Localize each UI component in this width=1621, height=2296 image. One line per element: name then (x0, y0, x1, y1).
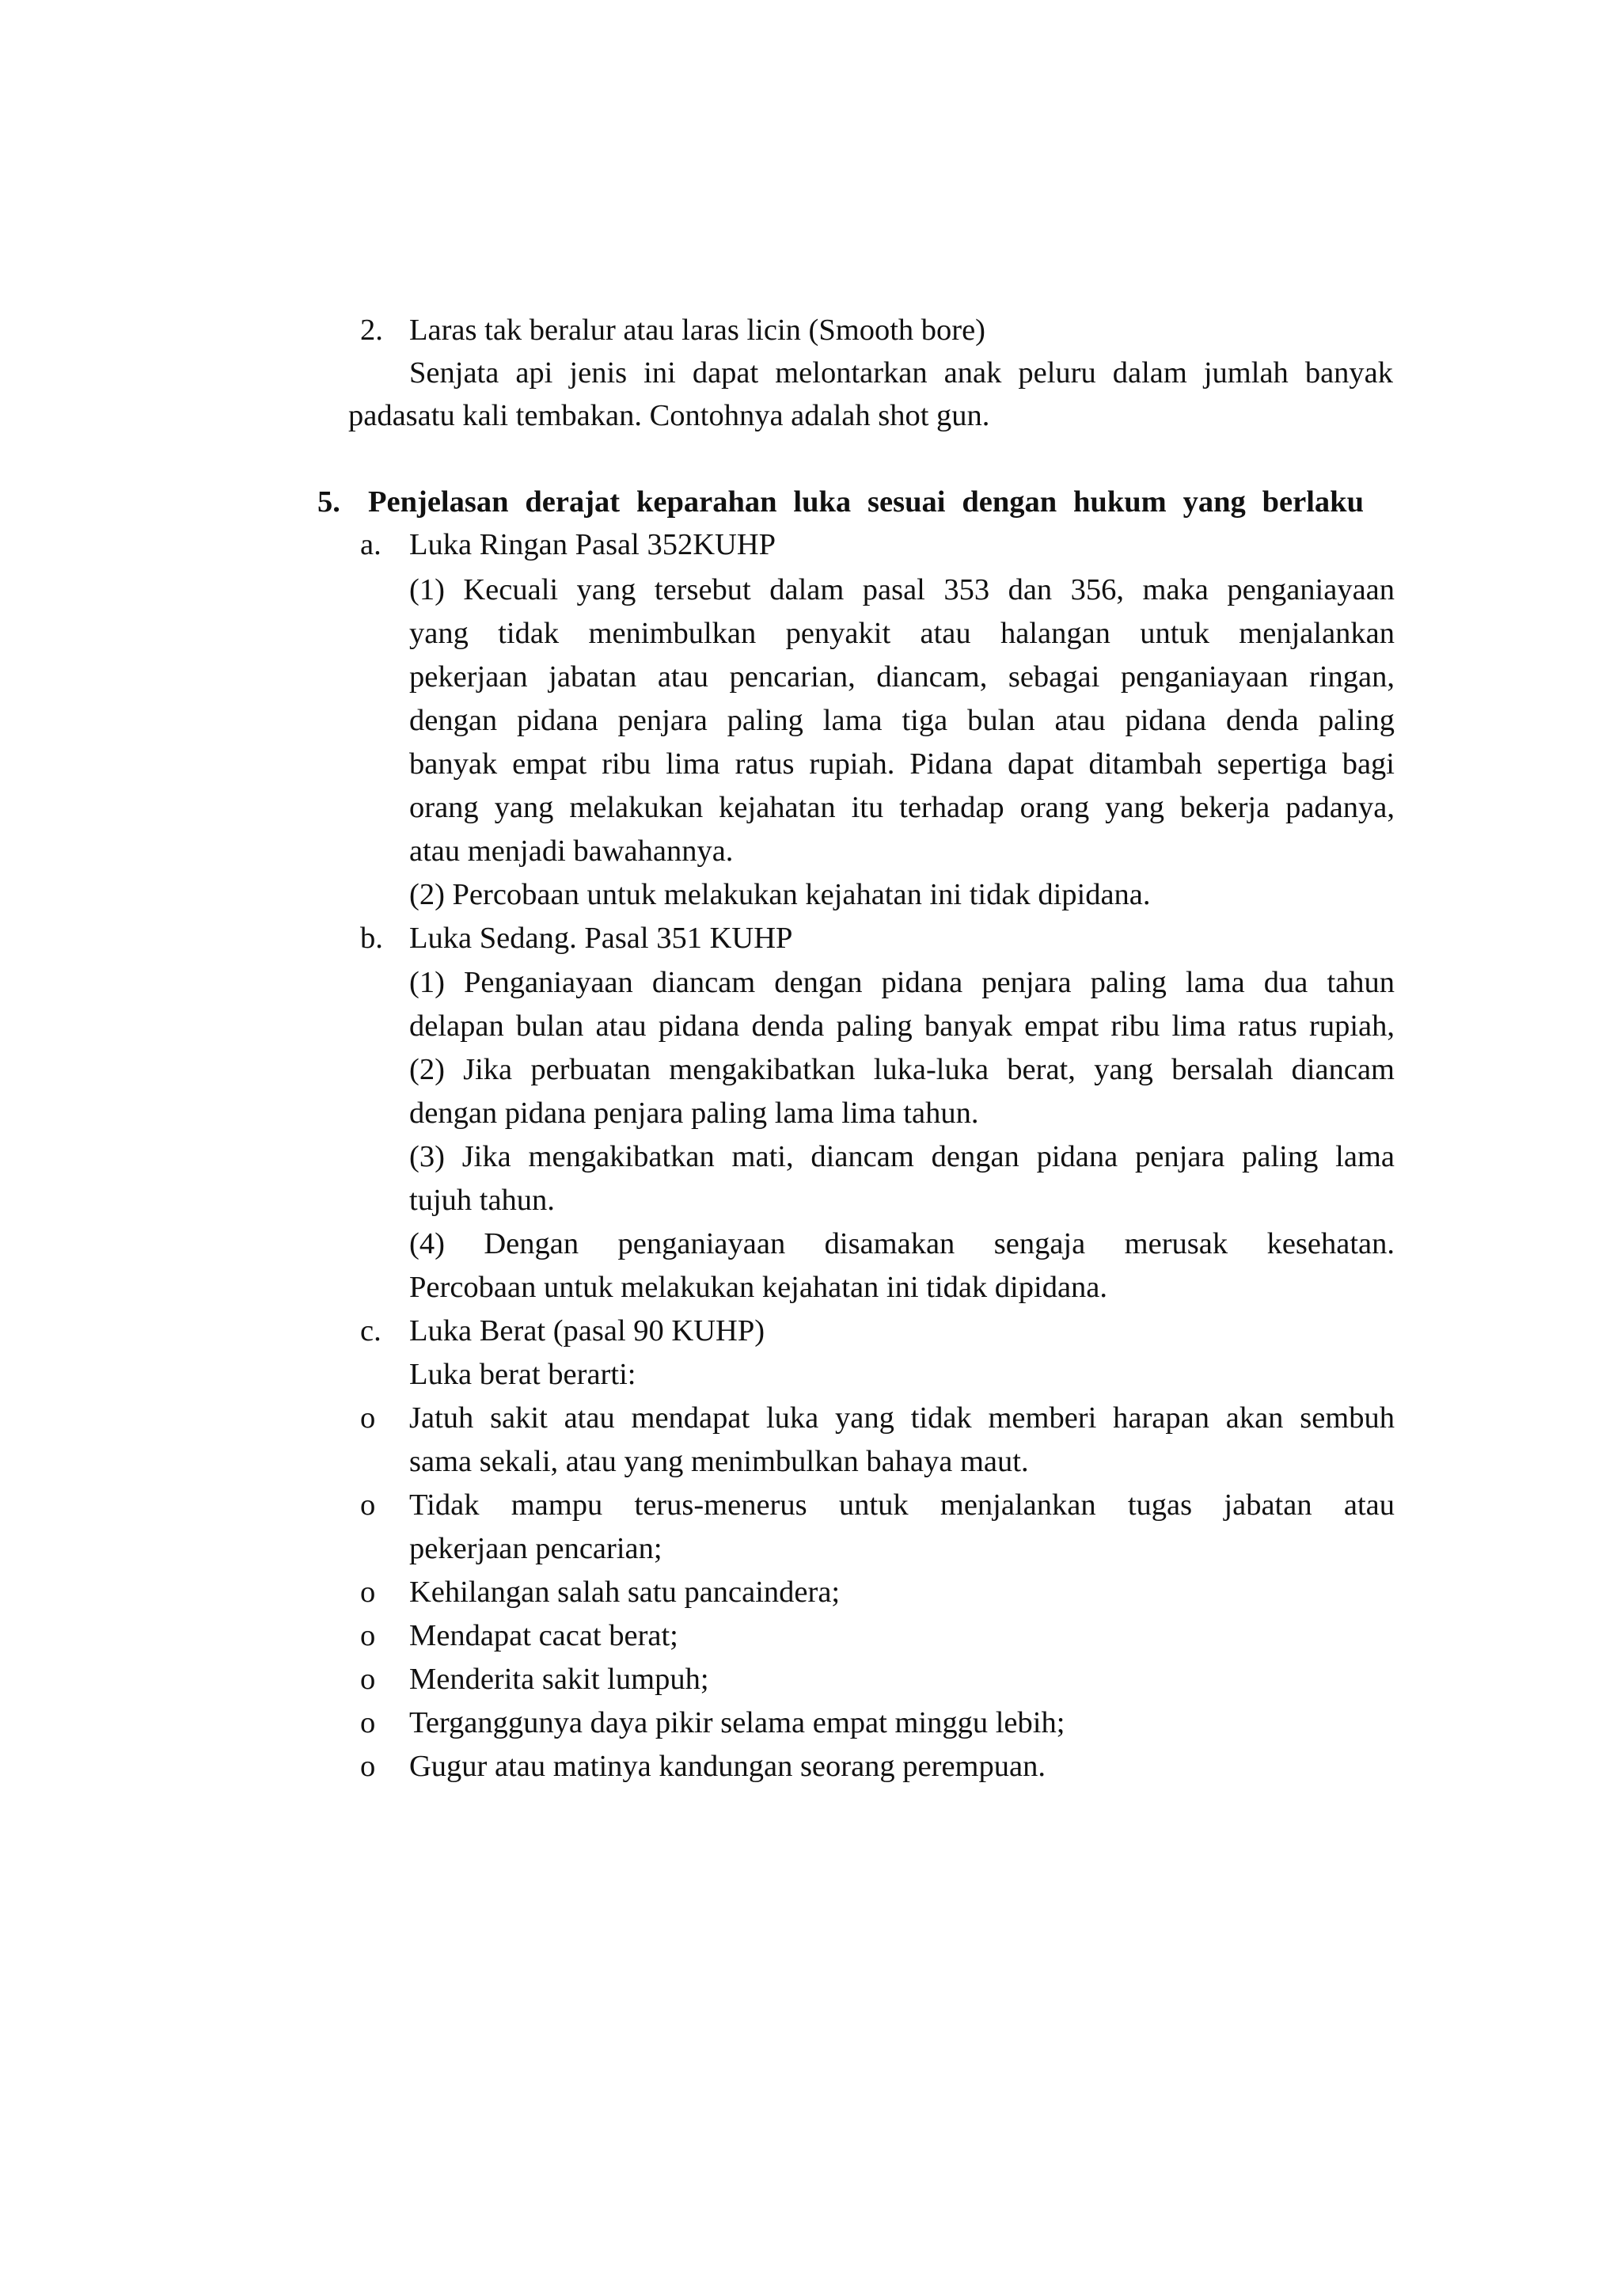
bullet-line: Menderita sakit lumpuh; (409, 1663, 709, 1696)
section-5-number: 5. (317, 485, 340, 519)
bullet-marker: o (360, 1663, 376, 1696)
subsection-a-line: (1) Kecuali yang tersebut dalam pasal 353 dan 356, maka penganiayaan (409, 573, 1395, 606)
subsection-b-line: dengan pidana penjara paling lama lima tahun. (409, 1097, 979, 1130)
bullet-marker: o (360, 1401, 376, 1435)
subsection-b-line: Percobaan untuk melakukan kejahatan ini tidak dipidana. (409, 1271, 1108, 1304)
subsection-c-marker: c. (360, 1314, 382, 1348)
item-2-title: Laras tak beralur atau laras licin (Smooth bore) (409, 314, 986, 347)
subsection-a-line: orang yang melakukan kejahatan itu terhadap orang yang bekerja padanya, (409, 791, 1395, 824)
bullet-line: pekerjaan pencarian; (409, 1532, 662, 1565)
subsection-a-line: (2) Percobaan untuk melakukan kejahatan ini tidak dipidana. (409, 878, 1151, 911)
bullet-line: Mendapat cacat berat; (409, 1619, 678, 1652)
subsection-b-line: tujuh tahun. (409, 1184, 555, 1217)
bullet-line: Terganggunya daya pikir selama empat minggu lebih; (409, 1706, 1065, 1739)
bullet-line: Tidak mampu terus-menerus untuk menjalankan tugas jabatan atau (409, 1488, 1395, 1522)
subsection-a-line: banyak empat ribu lima ratus rupiah. Pidana dapat ditambah sepertiga bagi (409, 747, 1395, 781)
item-2-paragraph-line-2: padasatu kali tembakan. Contohnya adalah shot gun. (348, 399, 990, 432)
subsection-b-marker: b. (360, 922, 383, 955)
subsection-a-line: dengan pidana penjara paling lama tiga bulan atau pidana denda paling (409, 704, 1395, 737)
subsection-a-line: pekerjaan jabatan atau pencarian, diancam, sebagai penganiayaan ringan, (409, 660, 1395, 694)
subsection-b-line: (2) Jika perbuatan mengakibatkan luka-luka berat, yang bersalah diancam (409, 1053, 1395, 1086)
subsection-b-line: (1) Penganiayaan diancam dengan pidana penjara paling lama dua tahun (409, 966, 1395, 999)
bullet-marker: o (360, 1706, 376, 1739)
bullet-line: sama sekali, atau yang menimbulkan bahaya maut. (409, 1445, 1029, 1478)
item-2-paragraph-line-1: Senjata api jenis ini dapat melontarkan anak peluru dalam jumlah banyak (409, 356, 1393, 390)
bullet-marker: o (360, 1619, 376, 1652)
subsection-c-title: Luka Berat (pasal 90 KUHP) (409, 1314, 765, 1348)
subsection-c-intro: Luka berat berarti: (409, 1358, 636, 1391)
subsection-b-line: (4) Dengan penganiayaan disamakan sengaja merusak kesehatan. (409, 1227, 1395, 1260)
subsection-a-marker: a. (360, 528, 382, 561)
bullet-line: Gugur atau matinya kandungan seorang perempuan. (409, 1750, 1046, 1783)
subsection-a-line: yang tidak menimbulkan penyakit atau halangan untuk menjalankan (409, 617, 1395, 650)
subsection-b-line: delapan bulan atau pidana denda paling banyak empat ribu lima ratus rupiah, (409, 1009, 1395, 1043)
section-5-heading: Penjelasan derajat keparahan luka sesuai dengan hukum yang berlaku (368, 485, 1364, 519)
item-2-number: 2. (360, 314, 383, 347)
bullet-marker: o (360, 1488, 376, 1522)
bullet-marker: o (360, 1576, 376, 1609)
subsection-a-line: atau menjadi bawahannya. (409, 834, 734, 868)
bullet-marker: o (360, 1750, 376, 1783)
subsection-b-line: (3) Jika mengakibatkan mati, diancam dengan pidana penjara paling lama (409, 1140, 1395, 1173)
bullet-line: Kehilangan salah satu pancaindera; (409, 1576, 841, 1609)
subsection-b-title: Luka Sedang. Pasal 351 KUHP (409, 922, 793, 955)
bullet-line: Jatuh sakit atau mendapat luka yang tidak memberi harapan akan sembuh (409, 1401, 1395, 1435)
subsection-a-title: Luka Ringan Pasal 352KUHP (409, 528, 776, 561)
